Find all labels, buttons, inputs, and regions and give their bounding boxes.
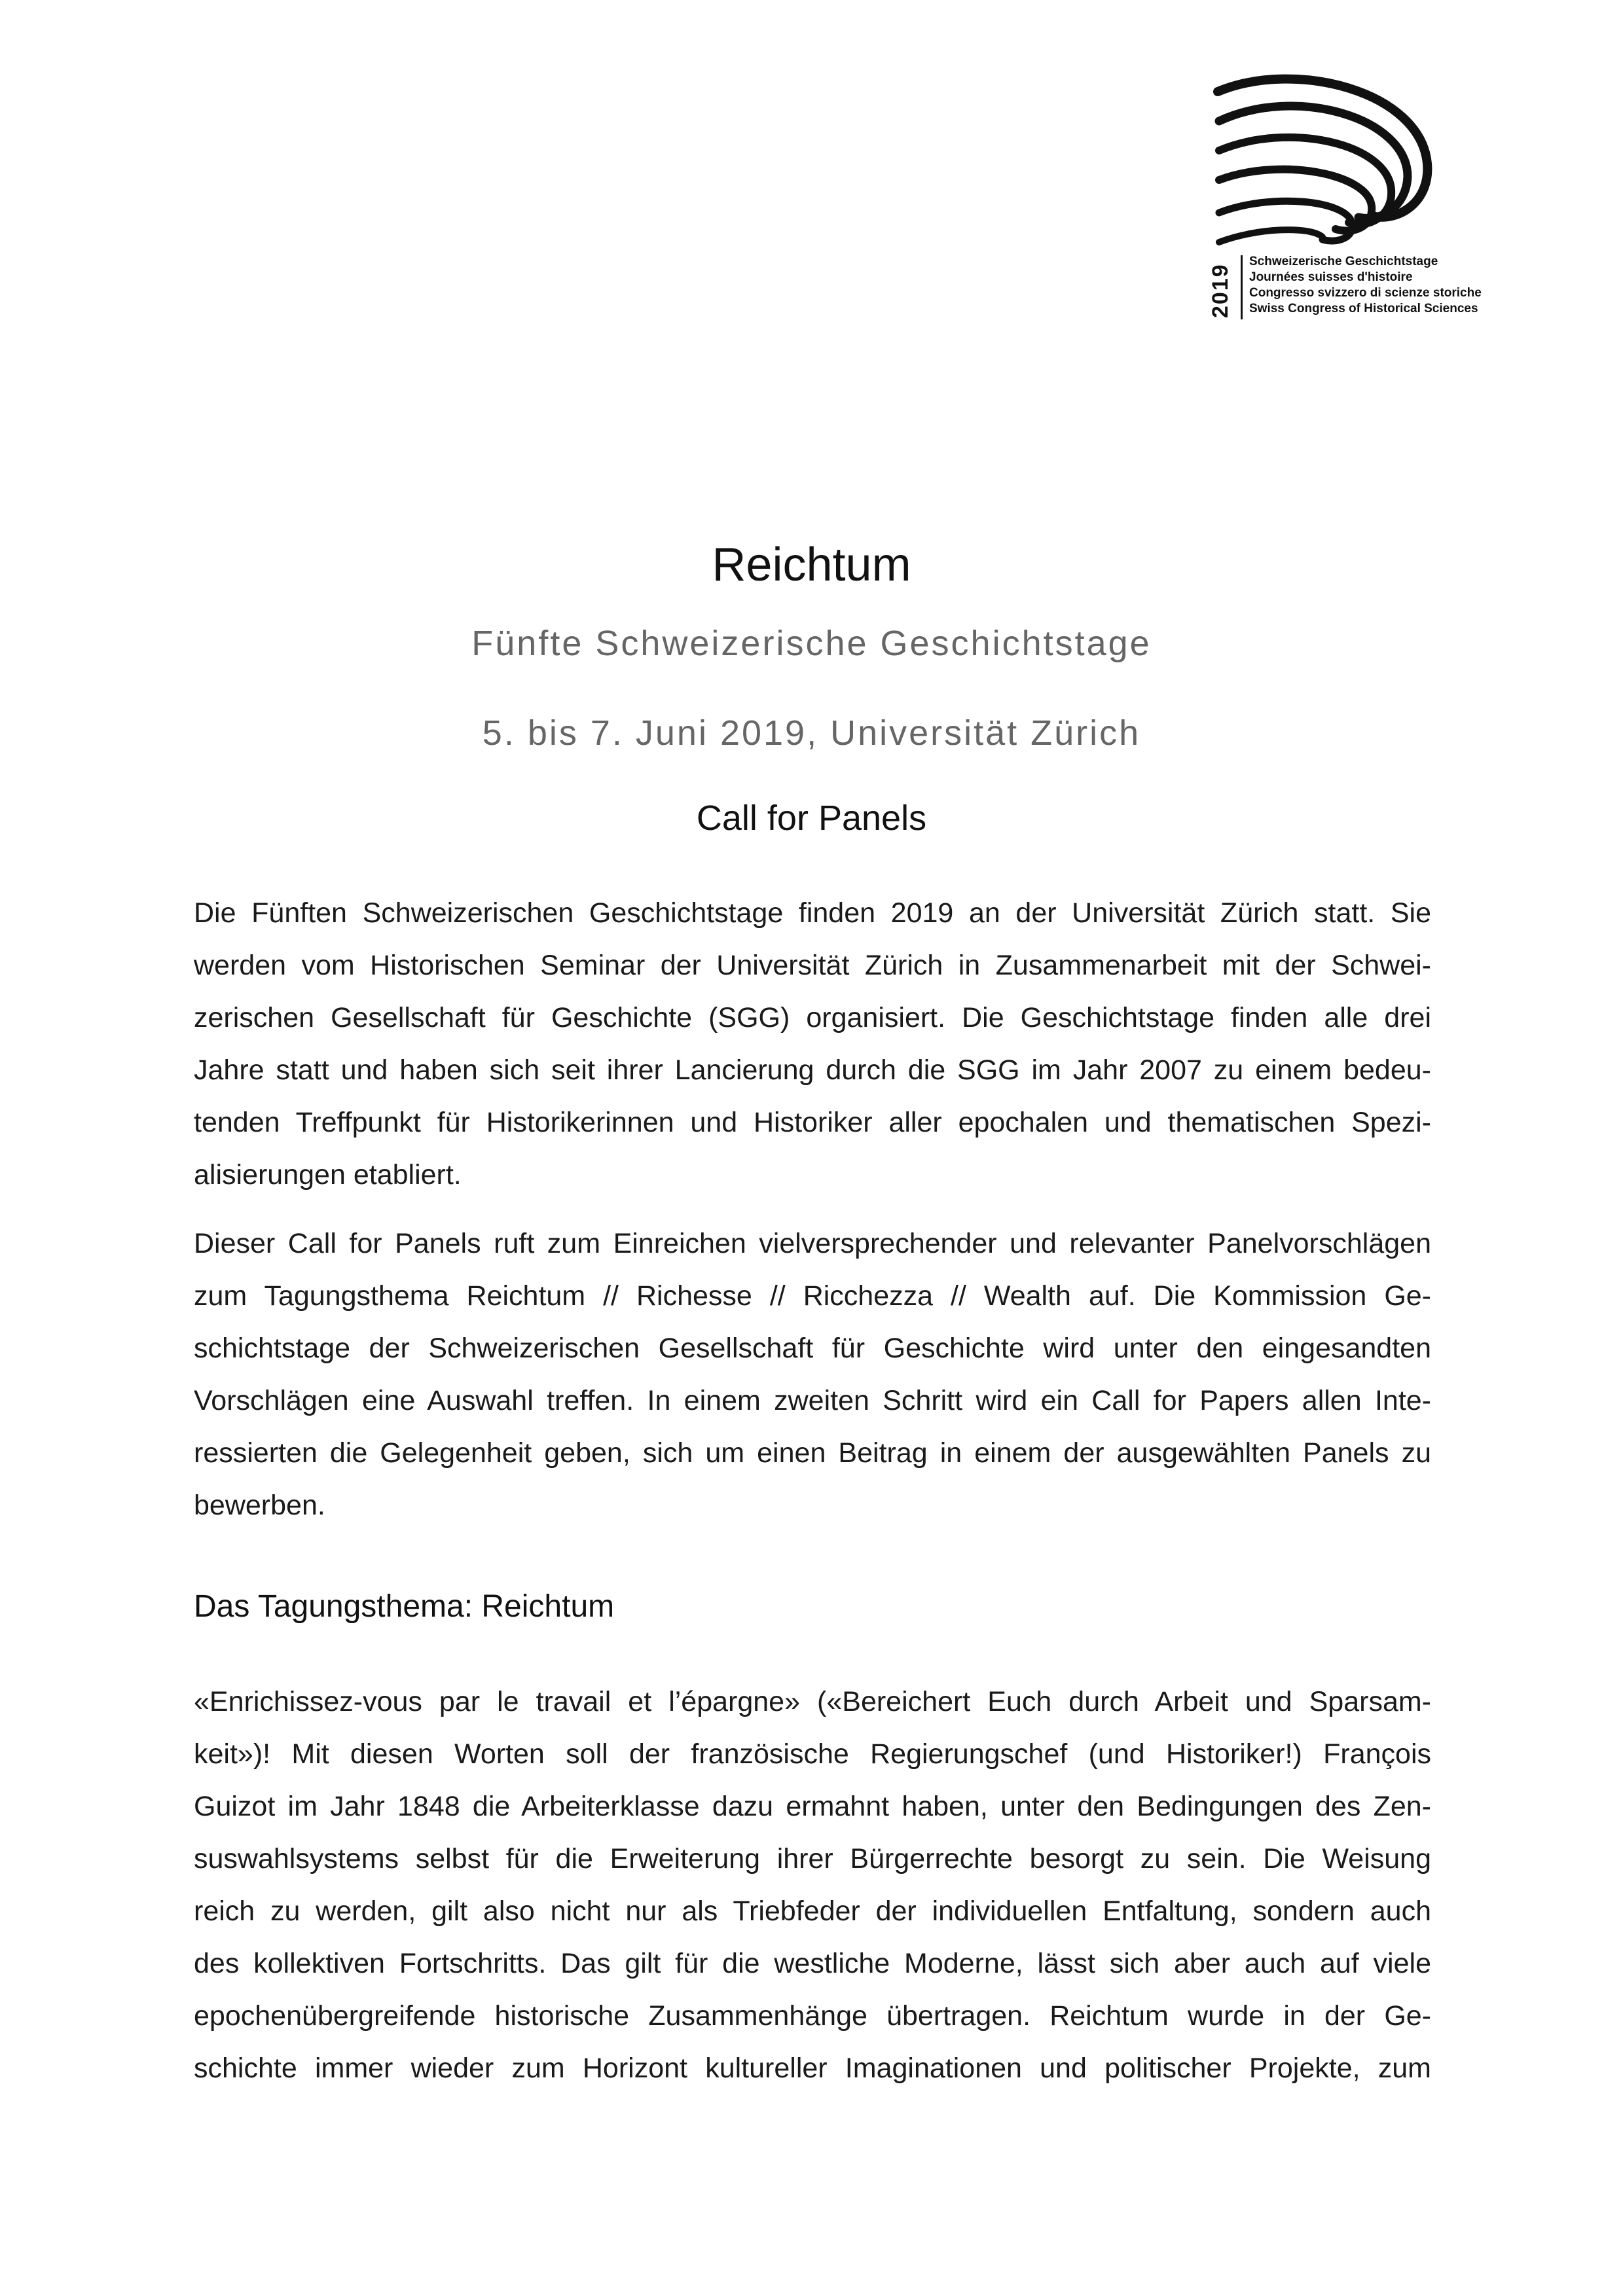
paragraph-line: zum Tagungsthema Reichtum // Richesse // Ricchezza // Wealth auf. Die Kommission Ge- (194, 1280, 1431, 1312)
paragraph-line: schichtstage der Schweizerischen Gesellschaft für Geschichte wird unter den eingesandten (194, 1333, 1431, 1364)
section-heading: Das Tagungsthema: Reichtum (194, 1589, 615, 1624)
logo-line-en: Swiss Congress of Historical Sciences (1249, 302, 1478, 315)
paragraph-line: Vorschlägen eine Auswahl treffen. In einem zweiten Schritt wird ein Call for Papers allen Inte- (194, 1385, 1431, 1416)
paragraph-line: tenden Treffpunkt für Historikerinnen und Historiker aller epochalen und thematischen Spezi- (194, 1107, 1431, 1138)
intro-paragraph (194, 887, 1431, 1201)
page-subtitle: Fünfte Schweizerische Geschichtstage (471, 624, 1152, 663)
paragraph-line: Die Fünften Schweizerischen Geschichtstage finden 2019 an der Universität Zürich statt. Sie (194, 897, 1431, 929)
paragraph-line: des kollektiven Fortschritts. Das gilt für die westliche Moderne, lässt sich aber auch auf viele (194, 1948, 1431, 1979)
logo-text (1249, 254, 1482, 317)
call-heading: Call for Panels (696, 798, 927, 838)
paragraph-line: zerischen Gesellschaft für Geschichte (SGG) organisiert. Die Geschichtstage finden alle drei (194, 1002, 1431, 1033)
paragraph-line: suswahlsystems selbst für die Erweiterung ihrer Bürgerrechte besorgt zu sein. Die Weisung (194, 1843, 1431, 1874)
paragraph-line: schichte immer wieder zum Horizont kultureller Imaginationen und politischer Projekte, zum (194, 2053, 1431, 2084)
logo-line-fr: Journées suisses d'histoire (1249, 270, 1413, 284)
theme-paragraph (194, 1676, 1431, 2094)
logo-year: 2019 (1208, 263, 1233, 318)
logo-line-it: Congresso svizzero di scienze storiche (1249, 286, 1482, 300)
call-paragraph (194, 1217, 1431, 1532)
paragraph-line: werden vom Historischen Seminar der Universität Zürich in Zusammenarbeit mit der Schwei- (194, 950, 1431, 981)
paragraph-line: reich zu werden, gilt also nicht nur als Triebfeder der individuellen Entfaltung, sondern auch (194, 1895, 1431, 1927)
logo-line-de: Schweizerische Geschichtstage (1249, 255, 1438, 268)
paragraph-line: Dieser Call for Panels ruft zum Einreichen vielversprechender und relevanter Panelvorschlägen (194, 1228, 1431, 1259)
paragraph-line: ressierten die Gelegenheit geben, sich um einen Beitrag in einem der ausgewählten Panels zu (194, 1437, 1431, 1469)
paragraph-line: Jahre statt und haben sich seit ihrer Lancierung durch die SGG im Jahr 2007 zu einem bedeu- (194, 1054, 1431, 1086)
event-dates: 5. bis 7. Juni 2019, Universität Zürich (482, 713, 1141, 753)
congress-logo (1205, 65, 1532, 327)
paragraph-line: alisierungen etabliert. (194, 1159, 462, 1191)
paragraph-line: bewerben. (194, 1490, 325, 1521)
page-title: Reichtum (712, 539, 911, 591)
logo-divider (1241, 255, 1243, 319)
paragraph-line: epochenübergreifende historische Zusammenhänge übertragen. Reichtum wurde in der Ge- (194, 2000, 1431, 2032)
paragraph-line: keit»)! Mit diesen Worten soll der französische Regierungschef (und Historiker!) François (194, 1738, 1431, 1770)
swoosh-logo-icon (1205, 65, 1453, 255)
paragraph-line: «Enrichissez-vous par le travail et l’épargne» («Bereichert Euch durch Arbeit und Sparsam- (194, 1686, 1431, 1717)
paragraph-line: Guizot im Jahr 1848 die Arbeiterklasse dazu ermahnt haben, unter den Bedingungen des Zen- (194, 1791, 1431, 1822)
